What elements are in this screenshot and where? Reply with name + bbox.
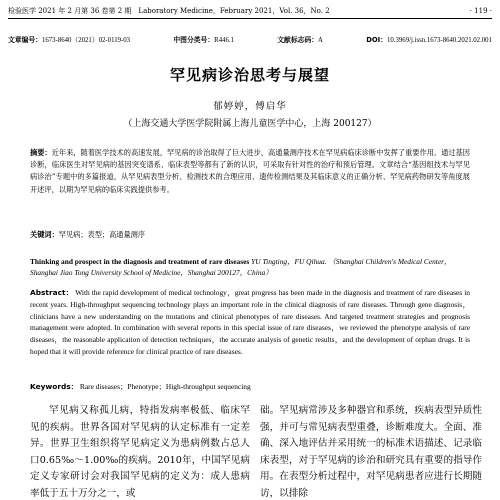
english-abstract-label: Abstract：: [30, 288, 74, 297]
author-list: 郁婷婷，傅启华: [213, 101, 287, 112]
journal-info: 检验医学 2021 年 2 月第 36 卷第 2 期 Laboratory Medicine，February 2021，Vol. 36，No. 2: [8, 7, 330, 15]
english-title: Thinking and prospect in the diagnosis and treatment of rare diseases: [30, 257, 250, 266]
keywords-text: 罕见病；表型；高通量测序: [58, 230, 146, 239]
document-code: 文献标志码：A: [277, 36, 323, 44]
english-keywords-label: Keywords：: [30, 382, 79, 391]
english-keywords: [30, 381, 470, 392]
abstract-label: 摘要：: [30, 148, 52, 157]
keywords-label: 关键词：: [30, 230, 59, 239]
page-number: · 119 ·: [469, 7, 492, 15]
article-number: 文章编号：1673-8640（2021）02-0119-03: [8, 36, 131, 44]
english-abstract: [30, 287, 470, 358]
chinese-keywords: [30, 230, 470, 240]
article-meta: [8, 34, 492, 44]
article-title: 罕见病诊治思考与展望: [169, 66, 330, 84]
english-title-block: [30, 256, 470, 278]
english-affiliation: （Shanghai Children's Medical Center，Shanghai Jiao Tong University School of Medicine，Shanghai 200127，China）: [30, 257, 452, 277]
clc-number: 中图分类号：R446.1: [173, 36, 234, 44]
abstract-text: 近年来，随着医学技术的高速发展，罕见病的诊治取得了巨大进步，高通量测序技术在罕见病临床诊断中发挥了重要作用。通过基因诊断，临床医生对罕见病的基因突变谱系、临床表型等都有了新的认识，可采取有针对性的治疗和预后管理。文章结合“基因组技术与罕见病诊治”专题中的多篇报道，从罕见病表型分析、检测技术的合理应用、遗传检测结果及其临床意义的正确分析、罕见病药物研发等角度展开述评，以期为罕见病的临床实践提供参考。: [30, 148, 470, 194]
affiliation: （上海交通大学医学院附属上海儿童医学中心，上海 200127）: [123, 119, 377, 129]
body-column-left: 罕见病又称孤儿病，特指发病率极低、临床罕见的疾病。世界各国对罕见病的认定标准有一定差异。世界卫生组织将罕见病定义为患病例数占总人口0.65‰～1.00‰的疾病。2010年，中国罕见病定义专家研讨会对我国罕见病的定义为：成人患病率低于五十万分之一，或: [30, 405, 250, 499]
chinese-abstract: [30, 147, 470, 196]
running-header: [8, 4, 492, 19]
body-column-right: 础。罕见病常涉及多种器官和系统，疾病表型异质性强，并可与常见病表型重叠，诊断难度大。全面、准确、深入地评估并采用统一的标准术语描述、记录临床表型，对于罕见病的诊治和研究具有重要的指导作用。在表型分析过程中，对罕见病患者应进行长期随访，以排除: [260, 405, 482, 499]
english-abstract-text: With the rapid development of medical technology，great progress has been made in the diagnosis and treatment of rare diseases in recent years. High-throughput sequencing technology plays an important role in the clinical diagnosis of rare diseases. Through gene diagnosis，clinicians have a new understanding on the mutations and clinical phenotypes of rare diseases. And targeted treatment strategies and prognosis management were adopted. In combination with several reports in this special issue of rare diseases，we reviewed the phenotype analysis of rare diseases，the reasonable application of detection techniques，the accurate analysis of genetic results，and the development of orphan drugs. It is hoped that it will provide reference for clinical practice of rare diseases.: [30, 288, 470, 356]
doi[interactable]: DOI：10.3969/j.issn.1673-8640.2021.02.001: [366, 36, 492, 44]
english-authors: YU Tingting，FU Qihua.: [251, 257, 327, 266]
english-keywords-text: Rare diseases；Phenotype；High-throughput sequencing: [79, 382, 251, 391]
